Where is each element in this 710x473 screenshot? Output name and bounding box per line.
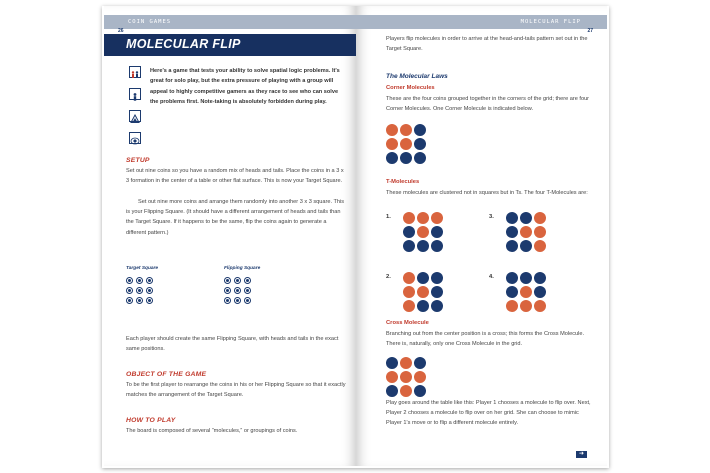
coin-tails: [414, 357, 426, 369]
coin-heads: [403, 272, 415, 284]
next-page-arrow-icon: ➜: [576, 451, 587, 458]
coin-heads: [386, 371, 398, 383]
coin-icon: [136, 297, 143, 304]
object-text: To be the first player to rearrange the coins in his or her Flipping Square so that it exactly matches the arrangement of the Target Square.: [126, 382, 346, 399]
corner-molecules-heading: Corner Molecules: [386, 85, 435, 91]
left-page: [104, 6, 356, 466]
coin-tails: [414, 124, 426, 136]
strategy-icon: [129, 132, 141, 144]
running-header-right: MOLECULAR FLIP: [356, 15, 607, 29]
setup-paragraph-3: Each player should create the same Flipping Square, with heads and tails in the exact same positions.: [126, 336, 339, 353]
coin-tails: [506, 226, 518, 238]
coin-heads: [520, 286, 532, 298]
coin-heads: [417, 226, 429, 238]
coin-heads: [400, 357, 412, 369]
t-molecules-heading: T-Molecules: [386, 179, 420, 185]
coin-tails: [520, 272, 532, 284]
coin-icon: [126, 287, 133, 294]
how-to-play-heading: HOW TO PLAY: [126, 417, 176, 424]
corner-molecules-text: These are the four coins grouped together in the corners of the grid; there are four Corner Molecules. One Corner Molecule is indicated below.: [386, 96, 590, 113]
page-number-left: 26: [118, 28, 124, 34]
coin-heads: [506, 300, 518, 312]
coin-heads: [520, 300, 532, 312]
intro-text: Here's a game that tests your ability to solve spatial logic problems. It's great for solo play, but the extra pressure of playing with a group will appeal to highly competitive gamers as they race to see who can solve the problems first. Note-taking is absolutely forbidden during play.: [150, 68, 340, 106]
coin-icon: [224, 297, 231, 304]
coin-tails: [414, 152, 426, 164]
coin-icon: [244, 277, 251, 284]
coin-heads: [403, 212, 415, 224]
coin-icon: [244, 297, 251, 304]
coin-heads: [417, 286, 429, 298]
coin-tails: [506, 240, 518, 252]
setup-paragraph-1: Set out nine coins so you have a random mix of heads and tails. Place the coins in a 3 x 3 formation in the center of a table or other flat surface. This is now your Target Square.: [126, 168, 344, 185]
coin-icon: [126, 277, 133, 284]
coin-tails: [386, 357, 398, 369]
coin-tails: [431, 300, 443, 312]
molecular-laws-heading: The Molecular Laws: [386, 73, 448, 80]
coin-tails: [534, 286, 546, 298]
coin-tails: [417, 272, 429, 284]
coin-tails: [520, 240, 532, 252]
t-molecules-text: These molecules are clustered not in squares but in Ts. The four T-Molecules are:: [386, 190, 588, 196]
coin-tails: [534, 272, 546, 284]
flipping-square-label: Flipping Square: [224, 266, 261, 271]
cross-molecule-heading: Cross Molecule: [386, 320, 429, 326]
coin-tails: [506, 272, 518, 284]
coin-heads: [386, 138, 398, 150]
coin-heads: [534, 300, 546, 312]
how-to-play-text: The board is composed of several “molecules,” or groupings of coins.: [126, 428, 298, 434]
coin-icon: [136, 287, 143, 294]
coin-heads: [400, 124, 412, 136]
coin-tails: [431, 226, 443, 238]
group-players-icon: [129, 66, 141, 78]
coin-icon: [146, 297, 153, 304]
coin-heads: [400, 371, 412, 383]
coin-icon: [126, 297, 133, 304]
coin-tails: [400, 152, 412, 164]
coin-tails: [386, 152, 398, 164]
coin-tails: [520, 212, 532, 224]
right-intro-text: Players flip molecules in order to arrive at the head-and-tails pattern set out in the Target Square.: [386, 36, 588, 53]
coin-heads: [431, 212, 443, 224]
coin-heads: [400, 385, 412, 397]
coin-tails: [431, 240, 443, 252]
coin-heads: [403, 300, 415, 312]
coin-heads: [534, 240, 546, 252]
setup-paragraph-2: Set out nine more coins and arrange them randomly into another 3 x 3 square. This is your Flipping Square. (It should have a different arrangement of heads and tails than the Target Square. If it happens to be the same, flip the coins again to generate a different pattern.): [126, 199, 345, 236]
coin-icon: [234, 277, 241, 284]
coin-tails: [506, 286, 518, 298]
coin-tails: [506, 212, 518, 224]
coin-tails: [431, 286, 443, 298]
t-molecule-label-4: 4.: [489, 274, 494, 280]
coin-icon: [146, 287, 153, 294]
setup-heading: SETUP: [126, 157, 150, 164]
t-molecule-label-3: 3.: [489, 214, 494, 220]
coin-icon: [234, 297, 241, 304]
play-order-text: Play goes around the table like this: Player 1 chooses a molecule to flip over. Next, Player 2 chooses a molecule to flip over on her grid. She can choose to mimic Player 1's move or to flip a different molecule entirely.: [386, 400, 591, 427]
coin-tails: [417, 240, 429, 252]
coin-heads: [386, 124, 398, 136]
coin-tails: [403, 226, 415, 238]
t-molecule-label-1: 1.: [386, 214, 391, 220]
cross-molecule-text: Branching out from the center position is a cross; this forms the Cross Molecule. There is, naturally, only one Cross Molecule in the grid.: [386, 331, 585, 348]
coin-tails: [414, 138, 426, 150]
coin-heads: [403, 286, 415, 298]
coin-icon: [224, 277, 231, 284]
logic-icon: [129, 110, 141, 122]
page-number-right: 27: [587, 28, 593, 34]
coin-tails: [403, 240, 415, 252]
title-bar: [104, 34, 356, 56]
coin-heads: [534, 226, 546, 238]
coin-tails: [417, 300, 429, 312]
running-header-left: COIN GAMES: [104, 15, 356, 29]
t-molecule-label-2: 2.: [386, 274, 391, 280]
coin-heads: [520, 226, 532, 238]
coin-heads: [417, 212, 429, 224]
coin-heads: [400, 138, 412, 150]
coin-tails: [431, 272, 443, 284]
coin-icon: [146, 277, 153, 284]
solo-player-icon: [129, 88, 141, 100]
coin-tails: [414, 385, 426, 397]
right-page: [356, 6, 607, 466]
coin-icon: [224, 287, 231, 294]
coin-tails: [386, 385, 398, 397]
target-square-label: Target Square: [126, 266, 159, 271]
coin-heads: [414, 371, 426, 383]
coin-icon: [136, 277, 143, 284]
coin-icon: [244, 287, 251, 294]
object-heading: OBJECT OF THE GAME: [126, 371, 207, 378]
coin-icon: [234, 287, 241, 294]
page-title: MOLECULAR FLIP: [126, 37, 241, 51]
coin-heads: [534, 212, 546, 224]
book-spread: [104, 6, 607, 466]
